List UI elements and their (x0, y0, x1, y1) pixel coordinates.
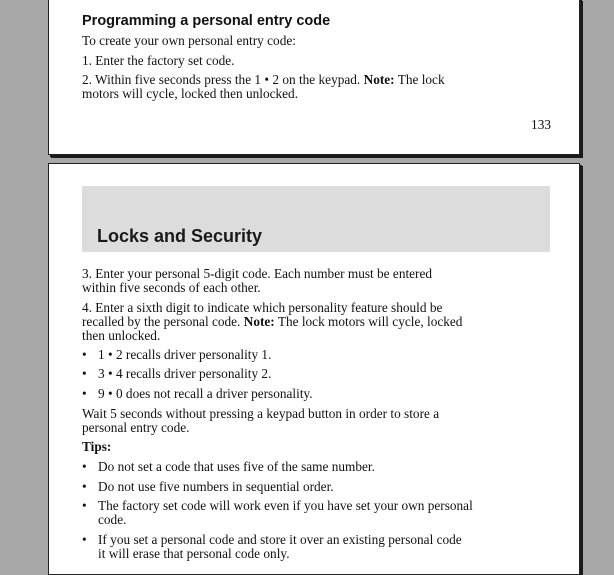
list-item (82, 499, 544, 527)
step-4-note-label: Note: (243, 314, 275, 329)
chapter-header (82, 186, 550, 252)
wait-instruction (82, 407, 544, 435)
section-title: Programming a personal entry code (82, 13, 331, 29)
step-3 (82, 267, 544, 295)
step-4 (82, 301, 544, 343)
page-number: 133 (531, 117, 551, 132)
tip-4-line2: it will erase that personal code only. (98, 546, 290, 561)
step-3-line2: within five seconds of each other. (82, 280, 261, 295)
bullet-icon: • (82, 479, 87, 494)
manual-page-locks-and-security (48, 163, 580, 575)
wait-line2: personal entry code. (82, 420, 190, 435)
personality-bullet-3: 9 • 0 does not recall a driver personality. (98, 386, 313, 401)
bullet-icon: • (82, 347, 87, 362)
wait-line1: Wait 5 seconds without pressing a keypad button in order to store a (82, 406, 440, 421)
bullet-icon: • (82, 366, 87, 381)
step-2-note-line2: motors will cycle, locked then unlocked. (82, 86, 299, 101)
step-4-line3: then unlocked. (82, 328, 161, 343)
step-1: 1. Enter the factory set code. (82, 53, 235, 68)
personality-bullet-1: 1 • 2 recalls driver personality 1. (98, 347, 272, 362)
tip-3-line1: The factory set code will work even if you have set your own personal (98, 498, 473, 513)
tips-label: Tips: (82, 439, 112, 454)
step-4-line1: 4. Enter a sixth digit to indicate which personality feature should be (82, 300, 443, 315)
tip-2: Do not use five numbers in sequential order. (98, 479, 334, 494)
list-item (82, 533, 544, 561)
bullet-icon: • (82, 386, 87, 401)
tip-4 (98, 533, 544, 561)
chapter-title: Locks and Security (97, 226, 263, 246)
list-item (82, 348, 544, 362)
bullet-icon: • (82, 459, 87, 474)
intro-text: To create your own personal entry code: (82, 33, 296, 48)
step-2 (82, 73, 544, 101)
tip-3 (98, 499, 544, 527)
list-item (82, 367, 544, 381)
step-4-line2-tail: The lock motors will cycle, locked (277, 314, 463, 329)
list-item (82, 480, 544, 494)
list-item (82, 460, 544, 474)
step-4-line2-head: recalled by the personal code. (82, 314, 241, 329)
step-2-note-tail: The lock (397, 72, 445, 87)
step-2-text: 2. Within five seconds press the 1 • 2 on the keypad. (82, 72, 361, 87)
tip-1: Do not set a code that uses five of the same number. (98, 459, 375, 474)
tip-3-line2: code. (98, 512, 127, 527)
step-3-line1: 3. Enter your personal 5-digit code. Each number must be entered (82, 266, 433, 281)
personality-bullet-2: 3 • 4 recalls driver personality 2. (98, 366, 272, 381)
bullet-icon: • (82, 498, 87, 513)
step-2-note-label: Note: (363, 72, 395, 87)
manual-page-133 (48, 0, 580, 155)
list-item (82, 387, 544, 401)
bullet-icon: • (82, 532, 87, 547)
tip-4-line1: If you set a personal code and store it over an existing personal code (98, 532, 462, 547)
